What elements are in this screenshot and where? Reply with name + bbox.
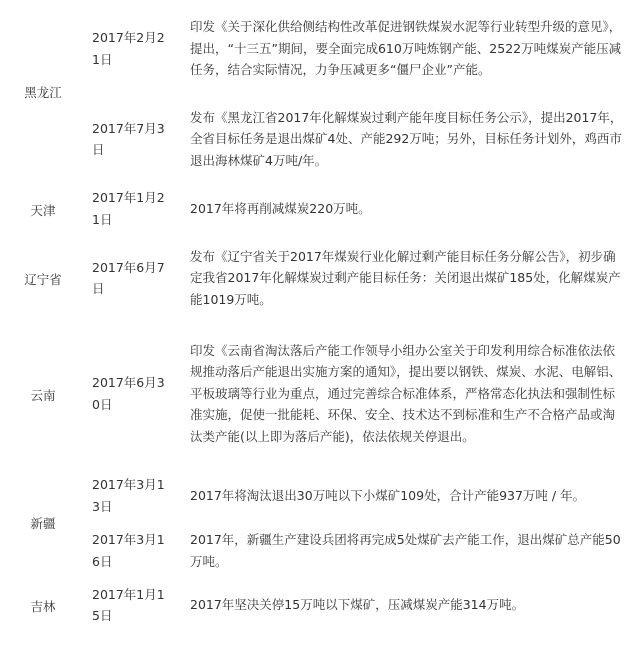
table-row [0,181,629,236]
region-cell: 云南 [30,387,56,403]
table-row [0,577,629,633]
date-cell: 2017年1月21日 [92,190,165,227]
table-row [0,97,629,181]
date-cell: 2017年3月16日 [92,532,165,569]
policy-text-cell: 发布《黑龙江省2017年化解煤炭过剩产能年度目标任务公示》，提出2017年，全省目标任务是退出煤矿4处、产能292万吨；另外，目标任务计划外，鸡西市退出海林煤矿4万吨/年。 [190,109,623,168]
policy-text-cell: 2017年将淘汰退出30万吨以下小煤矿109处，合计产能937万吨 / 年。 [190,487,586,503]
table-row [0,0,629,97]
policy-text-cell: 2017年，新疆生产建设兵团将再完成5处煤矿去产能工作，退出煤矿总产能50万吨。 [190,532,621,569]
policy-text-cell: 印发《关于深化供给侧结构性改革促进钢铁煤炭水泥等行业转型升级的意见》，提出，“十三五”期间，要全面完成610万吨炼钢产能、2522万吨煤炭产能压减任务，结合实际情况，力争压减更多“僵尸企业”产能。 [190,19,622,78]
table-row [0,467,629,524]
table-row [0,524,629,577]
policy-text-cell: 发布《辽宁省关于2017年煤炭行业化解过剩产能目标任务分解公告》，初步确定我省2017年化解煤炭过剩产能目标任务：关闭退出煤矿185处，化解煤炭产能1019万吨。 [190,248,621,307]
policy-text-cell: 2017年将再削减煤炭220万吨。 [190,200,371,216]
region-cell: 新疆 [30,516,56,532]
date-cell: 2017年3月13日 [92,477,165,514]
table-row [0,320,629,467]
table-row [0,236,629,320]
region-cell: 辽宁省 [24,272,62,288]
policy-text-cell: 印发《云南省淘汰落后产能工作领导小组办公室关于印发利用综合标准依法依规推动落后产能退出实施方案的通知》，提出要以钢铁、煤炭、水泥、电解铝、平板玻璃等行业为重点，通过完善综合标准体系，严格常态化执法和强制性标准实施，促使一批能耗、环保、安全、技术达不到标准和生产不合格产品或淘汰类产能(以上即为落后产能)，依法依规关停退出。 [190,342,622,444]
date-cell: 2017年2月21日 [92,30,165,67]
policy-text-cell: 2017年坚决关停15万吨以下煤矿，压减煤炭产能314万吨。 [190,597,525,613]
date-cell: 2017年7月3日 [92,120,165,157]
region-cell: 黑龙江 [24,84,62,100]
region-cell: 吉林 [30,599,56,615]
date-cell: 2017年6月30日 [92,375,165,412]
date-cell: 2017年6月7日 [92,259,165,296]
region-cell: 天津 [30,202,56,218]
date-cell: 2017年1月15日 [92,586,165,623]
